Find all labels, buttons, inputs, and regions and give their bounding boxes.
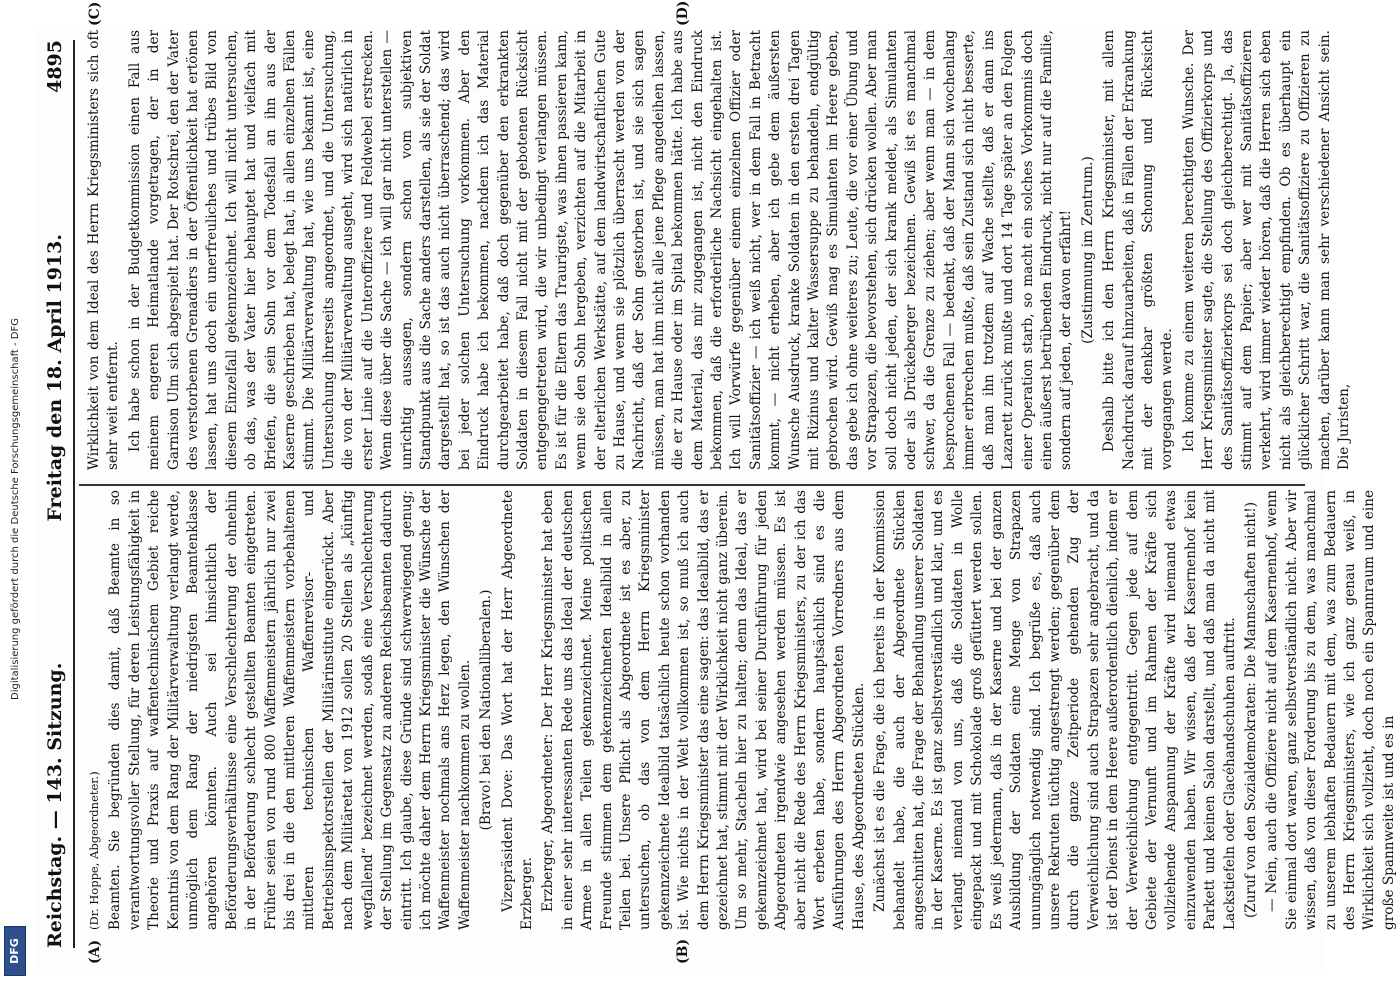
dfg-logo: DFG (4, 926, 26, 976)
margin-marker-a: (A) (87, 939, 103, 964)
margin-marker-b: (B) (675, 938, 691, 964)
running-head-date: Freitag den 18. April 1913. (44, 234, 66, 522)
interjection: (Zustimmung im Zentrum.) (1079, 156, 1096, 344)
speaker-continuation: (Dr. Hoppe, Abgeordneter.) (87, 771, 101, 930)
column-divider (79, 484, 1305, 486)
running-head (41, 40, 69, 948)
paragraph: — Nein, auch die Offiziere nicht auf dem Kasernenhof, wenn Sie einmal dort waren, ganz selbstverständlich nicht. Aber wir wissen, daß von dieser Forderung bis zu dem, was manchmal zu unserem lebhaften Bedauern mit dem, was zum Bedauern des Herrn Kriegsministers, wie ich ganz genau weiß, in Wirklichkeit sich vollzieht, doch noch ein Spannraum und eine große Spannweite ist und es in (1264, 490, 1397, 930)
credit-text: Digitalisierung gefördert durch die Deutsche Forschungsgemeinschaft - DFG (10, 317, 21, 700)
header-rule (73, 40, 75, 948)
interjection: (Zuruf von den Sozialdemokraten: Die Mannschaften nicht!) (1242, 501, 1259, 919)
paragraph: Vizepräsident Dove: Das Wort hat der Herr Abgeordnete Erzberger. (499, 490, 535, 930)
paragraph: Ich habe schon in der Budgetkommission einen Fall aus meinem engeren Heimatlande vorgetragen, der in der Garnison Ulm sich abgespielt hat. Der Rotschrei, den der Vater des verstorbenen Grenadiers in der Öffentlichkeit hat ertönen lassen, hat uns doch ein unerfreuliches und trübes Bild von diesem Einzelfall gekennzeichnet. Ich will nicht untersuchen, ob das, was der Vater hier behauptet hat und vielfach mit Briefen, die sein Sohn vor dem Todesfall an ihn aus der Kaserne geschrieben hat, belegt hat, in allen einzelnen Fällen stimmt. Die Militärverwaltung hat, wie uns bekannt ist, eine Untersuchung ihrerseits angeordnet, und die Untersuchung, die von der Militärverwaltung ausgeht, wird sich natürlich in erster Linie auf die Unteroffiziere und Feldwebel erstrecken. Wenn diese über die Sache — ich will gar nicht unterstellen — unrichtig aussagen, sondern schon vom subjektiven Standpunkt aus die Sache anders darstellen, als sie der Soldat dargestellt hat, so ist das auch nicht überraschend; das wird bei jeder solchen Untersuchung vorkommen. Aber den Eindruck habe ich bekommen, nachdem ich das Material durchgearbeitet habe, daß doch gegenüber den erkrankten Soldaten in diesem Fall nicht mit der gebotenen Rücksicht entgegengetreten wird, die wir unbedingt verlangen müssen. Es ist für die Eltern das Traurigste, was ihnen passieren kann, wenn sie den Sohn hergeben, verzichten auf die Mitarbeit in der elterlichen Werkstätte, auf dem landwirtschaftlichen Gute zu Hause, und wenn sie plötzlich überrascht werden von der Nachricht, daß der Sohn gestorben ist, und sie sich sagen müssen, man hat ihm nicht alle jene Pflege angedeihen lassen, die er zu Hause oder im Spital bekommen hätte. Ich habe aus dem Material, das mir zugegangen ist, nicht den Eindruck bekommen, daß die erforderliche Nachsicht eingehalten ist. Ich will Vorwürfe gegenüber einem einzelnen Offizier oder Sanitätsoffizier — ich weiß nicht, wer in dem Fall in Betracht kommt, — nicht erheben, aber ich gebe dem äußersten Wunsche Ausdruck, kranke Soldaten in den ersten drei Tagen mit Rizinus und kalter Wassersuppe zu behandeln, endgültig gebrochen wird. Gewiß mag es Simulanten im Heere geben, das gebe ich ohne weiteres zu; Leute, die vor einer Übung und vor Strapazen, die bevorstehen, sich drücken wollen. Aber man soll doch nicht jeden, der sich krank meldet, als Simulanten oder als Drückeberger bezeichnen. Gewiß ist es manchmal schwer, da die Grenze zu ziehen; aber wenn man — in dem besprochenen Fall — bedenkt, daß der Mann sich wochenlang immer erbrechen mußte, daß sein Zustand sich nicht besserte, daß man ihn trotzdem auf Wache stellte, daß er dann ins Lazarett zurück mußte und dort 14 Tage später an den Folgen einer Operation starb, so macht ein solches Vorkommnis doch einen äußerst betrübenden Eindruck, nicht nur auf die Familie, sondern auf jeden, der davon erfährt! (126, 30, 1075, 470)
right-column (85, 30, 1352, 470)
running-head-left: Reichstag. — 143. Sitzung. (44, 662, 66, 948)
left-column (85, 490, 1397, 930)
page-number: 4895 (44, 40, 66, 93)
interjection: (Bravo! bei den Nationalliberalen.) (478, 589, 495, 831)
scanned-page (35, 0, 1397, 970)
paragraph: Zunächst ist es die Frage, die ich bereits in der Kommission behandelt habe, die auch der Abgeordnete Stücklen angeschnitten hat, die Frage der Behandlung unserer Soldaten in der Kaserne. Es ist ganz selbstverständlich und klar, und es verlangt niemand von uns, daß die Soldaten in Wolle eingepackt und mit Schokolade groß gefüttert werden sollen. Es weiß jedermann, daß in der Kaserne und bei der ganzen Ausbildung der Soldaten eine Menge von Strapazen unumgänglich notwendig sind. Ich begrüße es, daß auch unsere Rekruten tüchtig angestrengt werden; gegenüber dem durch die ganze Zeitperiode gehenden Zug der Verweichlichung sind auch Strapazen sehr angebracht, und da ist der Dienst in dem Heere außerordentlich dienlich, indem er der Verweichlichung entgegentritt. Gegen jede auf dem Gebiete der Vernunft und im Rahmen der Kräfte sich vollziehende Anspannung der Kräfte wird niemand etwas einzuwenden haben. Wir wissen, daß der Kasernenhof kein Parkett und keinen Salon darstellt, und daß man da nicht mit Lackstiefeln oder Glacéhandschuhen auftritt. (872, 490, 1238, 930)
paragraph: Erzberger, Abgeordneter: Der Herr Kriegsminister hat eben in einer sehr interessanten Rede uns das Ideal der deutschen Armee in allen Teilen gekennzeichnet. Meine politischen Freunde stimmen dem gekennzeichneten Idealbild in allen Teilen bei. Unsere Pflicht als Abgeordnete ist es aber, zu untersuchen, ob das von dem Herrn Kriegsminister gekennzeichnete Idealbild tatsächlich heute schon vorhanden ist. Wie nichts in der Welt vollkommen ist, so muß ich auch dem Herrn Kriegsminister das eine sagen: das Idealbild, das er gezeichnet hat, stimmt mit der Wirklichkeit nicht ganz überein. Um so mehr, Stacheln hier zu halten; denn das Ideal, das er gekennzeichnet hat, wird bei seiner Durchführung für jeden Abgeordneten irgendwie angesehen werden müssen. Es ist aber nicht die Rede des Herrn Kriegsministers, zu der ich das Wort erbeten habe, sondern hauptsächlich sind es die Ausführungen des Herrn Abgeordneten Vorredners aus dem Hause, des Abgeordneten Stücklen. (540, 490, 867, 930)
paragraph: Ich komme zu einem weiteren berechtigten Wunsche. Der Herr Kriegsminister sagte, die Stellung des Offizierkorps und des Sanitätsoffizierkorps sei doch gleichberechtigt. Ja, das stimmt auf dem Papier; aber wer mit Sanitätsoffizieren verkehrt, wird immer wieder hören, daß die Herren sich eben nicht als gleichberechtigt empfinden. Ob es überhaupt ein glücklicher Schritt war, die Sanitätsoffiziere zu Offizieren zu machen, darüber kann man sehr verschiedener Ansicht sein. Die Juristen, (1180, 30, 1352, 470)
margin-marker-c: (C) (87, 1, 103, 26)
paragraph: Beamten. Sie begründen dies damit, daß Beamte in so verantwortungsvoller Stellung, für deren Leistungsfähigkeit in Theorie und Praxis auf waffentechnischem Gebiet reiche Kenntnis von dem Rang der Militärverwaltung verlangt werde, unmöglich dem Rang der niedrigsten Beamtenklasse angehören könnten. Auch sei hinsichtlich der Beförderungsverhältnisse eine Verschlechterung der ohnehin in der Beförderung schlecht gestellten Beamten eingetreten. Früher seien von rund 800 Waffenmeistern jährlich nur zwei bis drei in die den mittleren Waffenmeistern vorbehaltenen mittleren technischen Waffenrevisor- und Betriebsinspektorstellen der Militärinstitute eingerückt. Aber nach dem Militäretat von 1912 sollen 20 Stellen als „künftig wegfallend“ bezeichnet werden, sodaß eine Verschlechterung der Stellung im Gegensatz zu anderen Reichsbeamten dadurch eintritt. Ich glaube, diese Gründe sind schwerwiegend genug; ich möchte daher dem Herrn Kriegsminister die Wünsche der Waffenmeister nochmals ans Herz legen, den Wünschen der Waffenmeister nachkommen zu wollen. (107, 490, 473, 930)
digitization-credit (0, 0, 30, 1000)
paragraph: Wirklichkeit von dem Ideal des Herrn Kriegsministers sich oft sehr weit entfernt. (86, 30, 122, 470)
paragraph: Deshalb bitte ich den Herrn Kriegsminister, mit allem Nachdruck darauf hinzuarbeiten, daß in Fällen der Erkrankung mit der denkbar größten Schonung und Rücksicht vorgegangen werde. (1101, 30, 1176, 470)
margin-marker-d: (D) (675, 0, 691, 26)
